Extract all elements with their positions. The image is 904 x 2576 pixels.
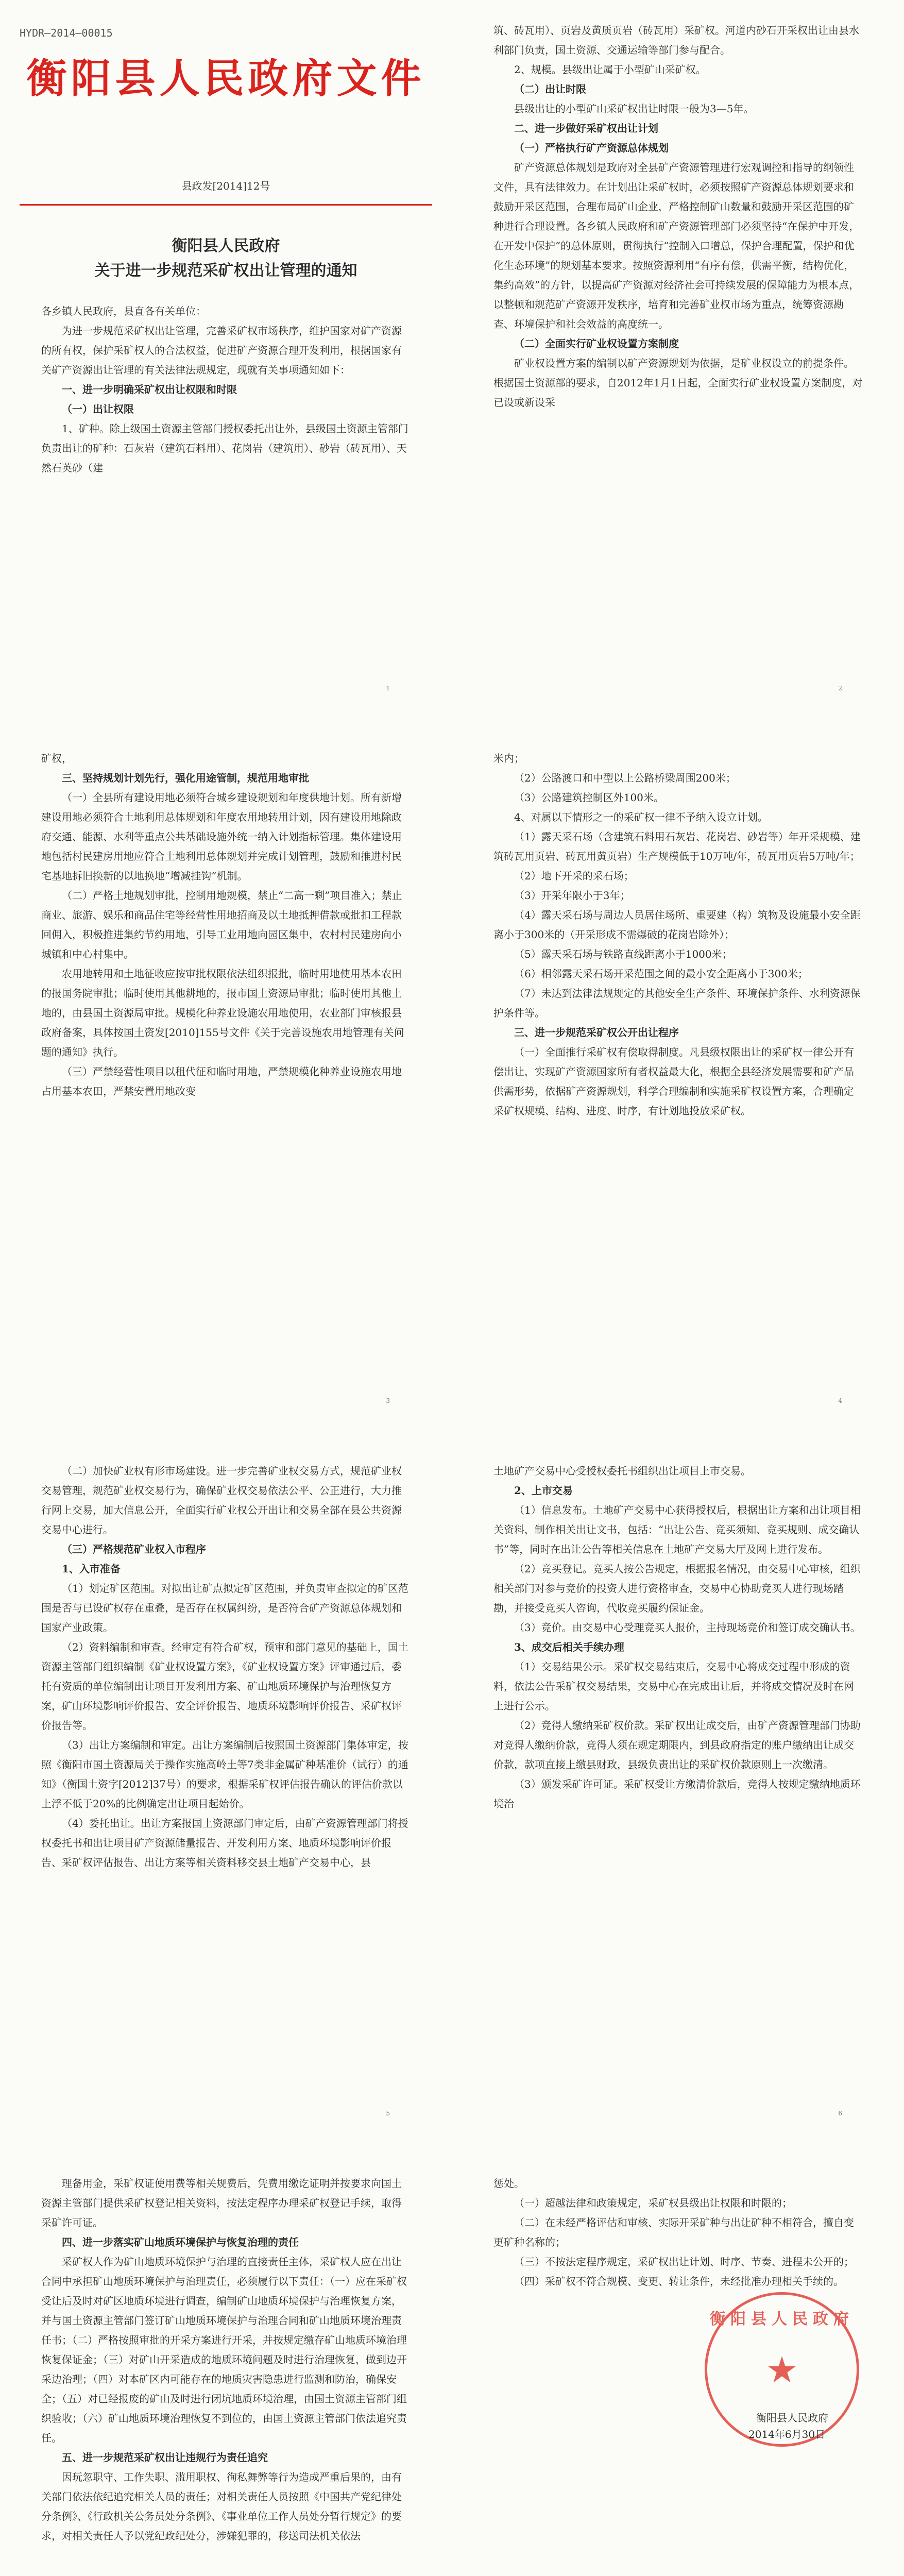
paragraph: （二）在未经严格评估和审核、实际开采矿种与出让矿种不相符合，擅自变更矿种名称的； (493, 2216, 854, 2248)
paragraph: 采矿权人作为矿山地质环境保护与治理的直接责任主体，采矿权人应在出让合同中承担矿山地质环境保护与治理责任，必须履行以下责任：（一）应在采矿权受让后及时对矿区地质环境进行调查，编制矿山地质环境保护与治理恢复方案，并与国土资源主管部门签订矿山地质环境保护与治理合同和矿山地质环境治理责任书；（二）严格按照审批的开采方案进行开采，并按规定缴存矿山地质环境治理恢复保证金；（三）对矿山开采造成的地质环境问题及时进行治理恢复，做到边开采边治理；（四）对本矿区内可能存在的地质灾害隐患进行监测和防治，确保安全；（五）对已经报废的矿山及时进行闭坑地质环境治理，由国土资源主管部门组织验收；（六）矿山地质环境治理恢复不到位的，由国土资源主管部门依法追究责任。 (41, 2256, 407, 2444)
section-heading: 一、进一步明确采矿权出让权限和时限 (62, 383, 237, 396)
page-number: 1 (386, 685, 390, 692)
page-number: 3 (386, 1397, 390, 1404)
paragraph: （二）严格土地规划审批，控制用地规模，禁止“二高一剩”项目准入；禁止商业、旅游、娱乐和商品住宅等经营性用地招商及以土地抵押借款或批扣工程款回佣入，积极推进集约节约用地，引导工业用地向园区集中，农村村民建房向小城镇和中心村集中。 (41, 889, 402, 960)
paragraph: 土地矿产交易中心受授权委托书组织出让项目上市交易。 (493, 1465, 751, 1477)
paragraph: （2）公路渡口和中型以上公路桥梁周围200米； (514, 772, 736, 784)
paragraph: （三）严禁经营性项目以租代征和临时用地，严禁规模化种养业设施农用地占用基本农田，严禁安置用地改变 (41, 1065, 402, 1097)
paragraph: （4）露天采石场与周边人员居住场所、重要建（构）筑物及设施最小安全距离小于300米的（开采形成不需爆破的花岗岩除外）； (493, 909, 861, 941)
paragraph: 矿业权设置方案的编制以矿产资源规划为依据，是矿业权设立的前提条件。根据国土资源部的要求，自2012年1月1日起，全面实行矿业权设置方案制度，对已设或新设采 (493, 357, 863, 409)
section-heading: 四、进一步落实矿山地质环境保护与恢复治理的责任 (62, 2236, 299, 2248)
section-heading: （二）出让时限 (514, 83, 586, 95)
paragraph: 米内； (493, 752, 524, 765)
page-6 (452, 1425, 904, 2138)
paragraph: （3）开采年限小于3年； (514, 889, 630, 902)
paragraph: （3）颁发采矿许可证。采矿权受让方缴清价款后，竞得人按规定缴纳地质环境治 (493, 1778, 861, 1810)
seal-text: 衡阳县人民政府 (710, 2310, 854, 2328)
page-1 (0, 0, 452, 713)
section-heading: （一）出让权限 (62, 403, 134, 415)
paragraph: （5）露天采石场与铁路直线距离小于1000米； (514, 948, 732, 960)
document-number: 县政发[2014]12号 (181, 180, 270, 192)
page-number: 6 (838, 2110, 842, 2117)
page-number: 4 (838, 1397, 842, 1404)
section-heading: 二、进一步做好采矿权出让计划 (514, 122, 658, 134)
page-body (493, 749, 864, 1121)
paragraph: 筑、砖瓦用）、页岩及黄质页岩（砖瓦用）采矿权。河道内砂石开采权出让由县水利部门负责，国土资源、交通运输等部门参与配合。 (493, 24, 859, 56)
paragraph: 2、规模。县级出让属于小型矿山采矿权。 (514, 63, 706, 76)
paragraph: 为进一步规范采矿权出让管理，完善采矿权市场秩序，维护国家对矿产资源的所有权，保护采矿权人的合法权益，促进矿产资源合理开发利用，根据国家有关矿产资源出让管理的有关法律法规规定，现就有关事项通知如下： (41, 325, 402, 376)
paragraph: （3）竞价。由交易中心受理竞买人报价，主持现场竞价和签订成交确认书。 (514, 1621, 861, 1634)
page-body (41, 1461, 412, 1872)
paragraph: （一）全县所有建设用地必须符合城乡建设规划和年度供地计划。所有新增建设用地必须符合土地利用总体规划和年度农用地转用计划，因有建设用地除政府交通、能源、水利等重点公共基础设施外统一纳入计划指标管理。集体建设用地包括村民建房用地应符合土地利用总体规划并完成计划管理，鼓励和推进村民宅基地拆旧换新的以地换地“增减挂钩”机制。 (41, 791, 402, 882)
paragraph: （3）公路建筑控制区外100米。 (514, 791, 664, 804)
page-2 (452, 0, 904, 713)
paragraph: 矿产资源总体规划是政府对全县矿产资源管理进行宏观调控和指导的纲领性文件，具有法律效力。在计划出让采矿权时，必须按照矿产资源总体规划要求和鼓励开采区范围，合理布局矿山企业，严格控制矿山数量和鼓励开采区范围的矿种进行合理设置。各乡镇人民政府和矿产资源管理部门必须坚持“在保护中开发，在开发中保护”的总体原则，贯彻执行“控制入口增总，保护合理配置，保护和优化生态环境”的规划基本要求。按照资源利用“有序有偿，供需平衡，结构优化，集约高效”的方针，以提高矿产资源对经济社会可持续发展的保障能力为根本点，以整顿和规范矿产资源开发秩序，培育和完善矿业权市场为重点，统筹资源勘查、环境保护和社会效益的高度统一。 (493, 161, 860, 330)
page-number: 2 (838, 685, 842, 692)
paragraph: （1）交易结果公示。采矿权交易结束后，交易中心将成交过程中形成的资料，依法公告采矿权交易结果，交易中心在完成出让后，并将成交情况及时在网上进行公示。 (493, 1660, 854, 1712)
paragraph: （6）相邻露天采石场开采范围之间的最小安全距离小于300米； (514, 968, 808, 980)
signature-issuer: 衡阳县人民政府 (756, 2412, 828, 2424)
paragraph: （一）超越法律和政策规定，采矿权县级出让权限和时限的； (514, 2197, 792, 2209)
paragraph: （1）划定矿区范围。对拟出让矿点拟定矿区范围，并负责审查拟定的矿区范围是否与已设矿权存在重叠，是否存在权属纠纷，是否符合矿产资源总体规划和国家产业政策。 (41, 1582, 408, 1634)
paragraph: 惩处。 (493, 2177, 524, 2190)
page-8 (452, 2138, 904, 2576)
paragraph: 矿权， (41, 752, 72, 765)
signature-date: 2014年6月30日 (748, 2428, 826, 2441)
page-body (41, 301, 412, 478)
paragraph: （4）委托出让。出让方案报国土资源部门审定后，由矿产资源管理部门将授权委托书和出让项目矿产资源储量报告、开发利用方案、地质环境影响评价报告、采矿权评估报告、出让方案等相关资料移交县土地矿产交易中心，县 (41, 1817, 408, 1869)
page-body (41, 2174, 412, 2546)
red-header-title: 衡阳县人民政府文件 (26, 55, 425, 102)
paragraph: （三）不按法定程序规定，采矿权出让计划、时序、节奏、进程未公开的； (514, 2256, 854, 2268)
paragraph: 1、矿种。除上级国土资源主管部门授权委托出让外，县级国土资源主管部门负责出让的矿种：石灰岩（建筑石料用）、花岗岩（建筑用）、砂岩（砖瓦用）、天然石英砂（建 (41, 422, 408, 474)
paragraph: 县级出让的小型矿山采矿权出让时限一般为3—5年。 (514, 103, 754, 115)
section-heading: 三、坚持规划计划先行，强化用途管制，规范用地审批 (62, 772, 309, 784)
paragraph: 4、对属以下情形之一的采矿权一律不予纳入设立计划。 (514, 811, 768, 823)
section-heading: 五、进一步规范采矿权出让违规行为责任追究 (62, 2451, 268, 2464)
paragraph: 理备用金，采矿权证使用费等相关规费后，凭费用缴讫证明并按要求向国土资源主管部门提供采矿权登记相关资料，按法定程序办理采矿权登记手续，取得采矿许可证。 (41, 2177, 402, 2229)
paragraph: （一）全面推行采矿权有偿取得制度。凡县级权限出让的采矿权一律公开有偿出让，实现矿产资源国家所有者权益最大化，根据全县经济发展需要和矿产品供需形势，依据矿产资源规划，科学合理编制和实施采矿权设置方案，合理确定采矿权规模、结构、进度、时序，有计划地投放采矿权。 (493, 1046, 854, 1117)
section-heading: （二）全面实行矿业权设置方案制度 (514, 337, 679, 350)
paragraph: （1）信息发布。土地矿产交易中心获得授权后，根据出让方案和出让项目相关资料，制作相关出让文书，包括：“出让公告、竞买须知、竞买规则、成交确认书”等，同时在出让公告等相关信息在土地矿产交易大厅及网上进行发布。 (493, 1504, 861, 1555)
page-body (493, 21, 864, 412)
seal-star-icon: ★ (765, 2349, 798, 2391)
paragraph: （四）采矿权不符合规模、变更、转让条件，未经批准办理相关手续的。 (514, 2275, 844, 2287)
paragraph: （2）资料编制和审查。经审定有符合矿权，预审和部门意见的基础上，国土资源主管部门组织编制《矿业权设置方案》，《矿业权设置方案》评审通过后，委托有资质的单位编制出让项目开发利用方案、矿山地质环境保护与治理恢复方案，矿山环境影响评价报告、安全评价报告、地质环境影响评价报告、采矿权评价报告等。 (41, 1641, 408, 1732)
section-heading: 1、入市准备 (62, 1563, 121, 1575)
section-heading: 2、上市交易 (514, 1484, 573, 1497)
paragraph: （1）露天采石场（含建筑石料用石灰岩、花岗岩、砂岩等）年开采规模、建筑砖瓦用页岩、砖瓦用黄页岩）生产规模低于10万吨/年，砖瓦用页岩5万吨/年； (493, 831, 861, 862)
section-heading: 3、成交后相关手续办理 (514, 1641, 624, 1653)
paragraph: （二）加快矿业权有形市场建设。进一步完善矿业权交易方式，规范矿业权交易管理，规范矿业权交易行为，确保矿业权交易依法公平、公正进行，大力推行网上交易，加大信息公开，全面实行矿业权公开出让和交易全部在县公共资源交易中心进行。 (41, 1465, 402, 1536)
page-7 (0, 2138, 452, 2576)
page-number: 5 (386, 2110, 390, 2117)
paragraph: （7）未达到法律法规规定的其他安全生产条件、环境保护条件、水利资源保护条件等。 (493, 987, 861, 1019)
section-heading: （三）严格规范矿业权入市程序 (62, 1543, 206, 1555)
notice-title-line2: 关于进一步规范采矿权出让管理的通知 (94, 262, 357, 280)
section-heading: （一）严格执行矿产资源总体规划 (514, 142, 669, 154)
page-body (493, 1461, 864, 1814)
page-5 (0, 1425, 452, 2138)
page-4 (452, 713, 904, 1425)
paragraph: （2）竞买登记。竞买人按公告规定，根据报名情况，由交易中心审核，组织相关部门对参与竞价的投资人进行资格审查，交易中心协助竞买人进行现场踏勘，并接受竞买人咨询，代收竞买履约保证金。 (493, 1563, 861, 1614)
paragraph: 因玩忽职守、工作失职、滥用职权、徇私舞弊等行为造成严重后果的，由有关部门依法依纪追究相关人员的责任；对相关责任人员按照《中国共产党纪律处分条例》、《行政机关公务员处分条例》、《事业单位工作人员处分暂行规定》的要求，对相关责任人予以党纪政纪处分，涉嫌犯罪的，移送司法机关依法 (41, 2471, 402, 2542)
document-id: HYDR—2014—00015 (20, 27, 113, 39)
paragraph: （3）出让方案编制和审定。出让方案编制后按照国土资源部门集体审定，按照《衡阳市国土资源局关于操作实施高岭土等7类非金属矿种基准价（试行）的通知》（衡国土资字[2012]37号）的要求，根据采矿权评估报告确认的评估价款以上浮不低于20%的比例确定出让项目起始价。 (41, 1739, 408, 1810)
red-separator-line (20, 204, 432, 206)
paragraph: 各乡镇人民政府，县直各有关单位： (41, 305, 206, 317)
page-body (41, 749, 412, 1101)
page-body (493, 2174, 864, 2291)
paragraph: 农用地转用和土地征收应按审批权限依法组织报批，临时用地使用基本农田的报国务院审批；临时使用其他耕地的，报市国土资源局审批；临时使用其他土地的，由县国土资源局审批。规模化种养业设施农用地使用，农业部门审核报县政府备案，具体按国土资发[2010]155号文件《关于完善设施农用地管理有关问题的通知》执行。 (41, 968, 404, 1058)
notice-title-line1: 衡阳县人民政府 (172, 237, 280, 255)
section-heading: 三、进一步规范采矿权公开出让程序 (514, 1026, 679, 1039)
page-3 (0, 713, 452, 1425)
paragraph: （2）地下开采的采石场； (514, 870, 634, 882)
paragraph: （2）竞得人缴纳采矿权价款。采矿权出让成交后，由矿产资源管理部门协助对竞得人缴纳价款，竞得人须在规定期限内，到县政府指定的账户缴纳出让成交价款，款项直接上缴县财政，县级负责出让的采矿权价款原则上一次缴清。 (493, 1719, 861, 1771)
